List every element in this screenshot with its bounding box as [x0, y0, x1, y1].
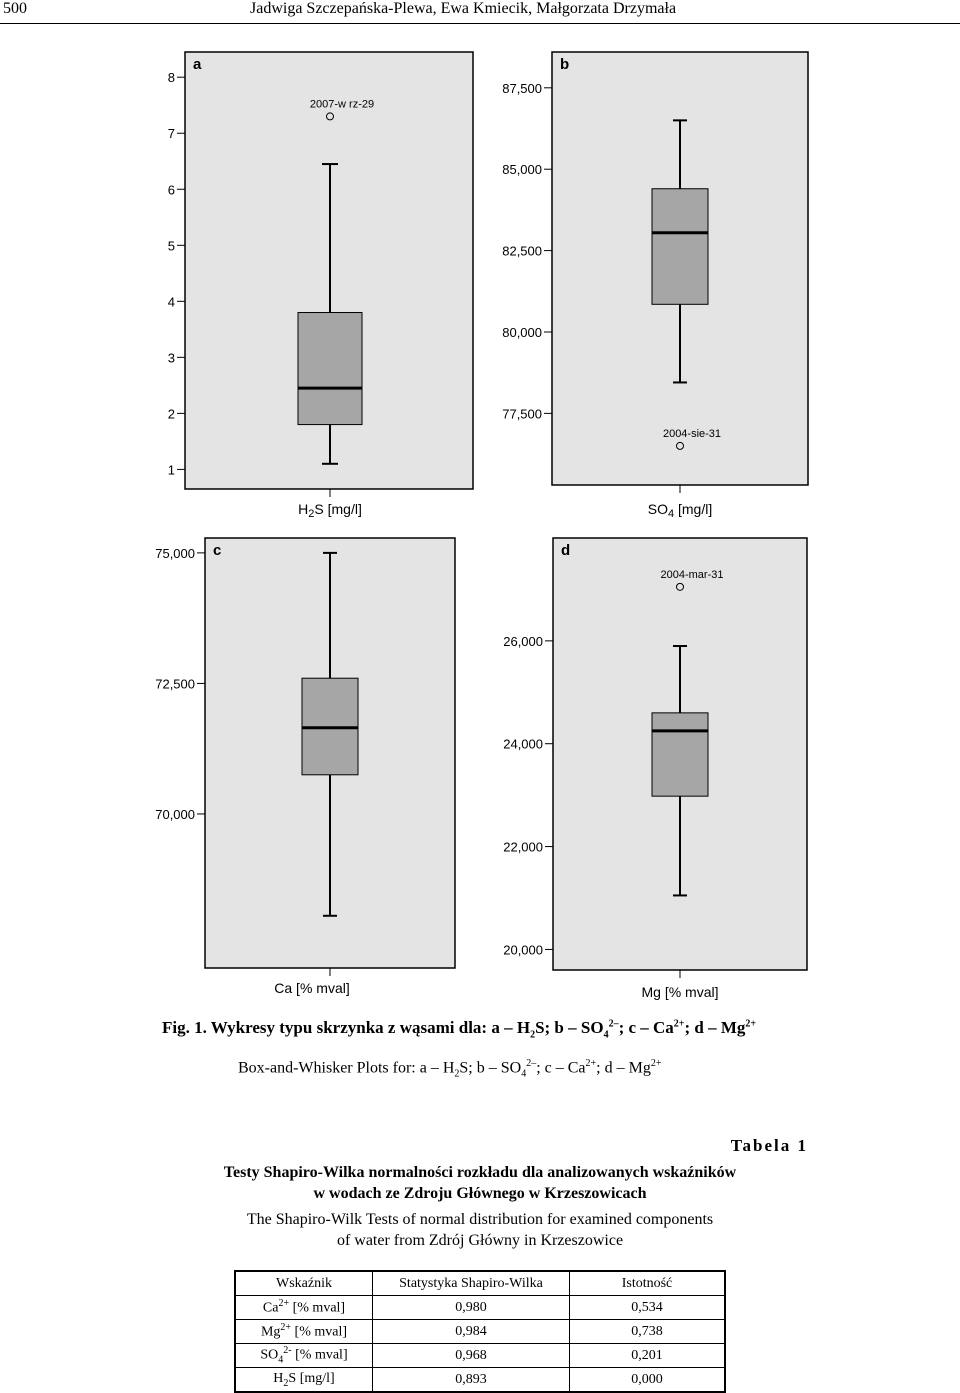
- statistic-cell: 0,984: [373, 1320, 570, 1344]
- y-tick-label: 3: [167, 350, 175, 366]
- y-tick-label: 8: [167, 70, 175, 86]
- significance-cell: 0,534: [570, 1296, 726, 1320]
- y-tick-label: 80,000: [502, 324, 542, 340]
- table-title-pl-2: w wodach ze Zdroju Głównego w Krzeszowicach: [313, 1185, 647, 1202]
- indicator-cell: $SO_4^{2-}$ [% mval]: [235, 1344, 373, 1368]
- panel-label: c: [213, 542, 222, 559]
- y-tick-label: 20,000: [503, 942, 543, 958]
- table-title-pl-1: Testy Shapiro-Wilka normalności rozkładu dla analizowanych wskaźników: [223, 1164, 737, 1181]
- x-axis-label: Mg [% mval]: [641, 984, 719, 1000]
- interquartile-box: [298, 313, 362, 425]
- caption-prefix: Fig. 1. Wykresy typu skrzynka z wąsami dla:: [162, 1018, 488, 1037]
- y-tick-label: 22,000: [503, 839, 543, 855]
- table-row: [235, 1344, 725, 1368]
- y-tick-label: 70,000: [155, 806, 195, 822]
- y-tick-label: 72,500: [155, 676, 195, 692]
- y-tick-label: 6: [167, 182, 175, 198]
- y-tick-label: 5: [167, 238, 175, 254]
- shapiro-wilk-table: [234, 1270, 726, 1393]
- table-row: [235, 1320, 725, 1344]
- y-tick-label: 1: [167, 462, 175, 478]
- significance-cell: 0,201: [570, 1344, 726, 1368]
- panel-label: b: [560, 56, 570, 73]
- statistic-cell: 0,893: [373, 1368, 570, 1393]
- table-row: [235, 1296, 725, 1320]
- panel-label: d: [561, 542, 571, 559]
- table-title-en-1: The Shapiro-Wilk Tests of normal distribution for examined components: [246, 1211, 714, 1228]
- significance-cell: 0,000: [570, 1368, 726, 1393]
- table-label: Tabela 1: [730, 1136, 808, 1155]
- y-tick-label: 7: [167, 126, 175, 142]
- box-plot-panel-b: [502, 52, 808, 520]
- table-title-en-2: of water from Zdrój Główny in Krzeszowice: [336, 1232, 624, 1249]
- x-axis-label: Ca [% mval]: [274, 980, 350, 996]
- outlier-label: 2007-w rz-29: [309, 98, 375, 111]
- authors: Jadwiga Szczepańska-Plewa, Ewa Kmiecik, Małgorzata Drzymała: [250, 0, 677, 17]
- indicator-cell: $Mg^{2+}$ [% mval]: [235, 1320, 373, 1344]
- box-plot-panel-a: [168, 52, 473, 520]
- interquartile-box: [652, 189, 708, 305]
- outlier-label: 2004-mar-31: [660, 568, 724, 581]
- statistic-cell: 0,968: [373, 1344, 570, 1368]
- caption-en-prefix: Box-and-Whisker Plots for:: [238, 1059, 416, 1077]
- y-tick-label: 24,000: [503, 736, 543, 752]
- y-tick-label: 4: [167, 294, 175, 310]
- x-axis-label: $H_2S$ [mg/l]: [298, 501, 362, 520]
- statistic-cell: 0,980: [373, 1296, 570, 1320]
- y-tick-label: 85,000: [502, 162, 542, 178]
- panel-label: a: [193, 56, 202, 73]
- column-header: Istotność: [570, 1271, 726, 1296]
- box-plot-panel-d: [503, 538, 807, 1000]
- y-tick-label: 77,500: [502, 406, 542, 422]
- indicator-cell: $H_2S$ [mg/l]: [235, 1368, 373, 1393]
- y-tick-label: 75,000: [155, 545, 195, 561]
- y-tick-label: 87,500: [502, 80, 542, 96]
- page-number: 500: [3, 0, 27, 17]
- column-header: Statystyka Shapiro-Wilka: [373, 1271, 570, 1296]
- significance-cell: 0,738: [570, 1320, 726, 1344]
- interquartile-box: [652, 713, 708, 796]
- table-header-row: [235, 1271, 725, 1296]
- y-tick-label: 26,000: [503, 633, 543, 649]
- figure-caption-pl: Fig. 1. Wykresy typu skrzynka z wąsami dla: a – $H_2S$; b – $SO_4^{2-}$; c – $Ca^{2+}$; d – $Mg^{2+}$: [162, 1018, 757, 1041]
- y-tick-label: 2: [167, 406, 175, 422]
- figure-caption-en: Box-and-Whisker Plots for: a – $H_2S$; b – $SO_4^{2-}$; c – $Ca^{2+}$; d – $Mg^{2+}$: [238, 1058, 662, 1080]
- indicator-cell: $Ca^{2+}$ [% mval]: [235, 1296, 373, 1320]
- y-tick-label: 82,500: [502, 243, 542, 259]
- column-header: Wskaźnik: [235, 1271, 373, 1296]
- box-plot-panel-c: [155, 538, 455, 996]
- outlier-label: 2004-sie-31: [662, 427, 722, 440]
- table-row: [235, 1368, 725, 1393]
- x-axis-label: $SO_4$ [mg/l]: [647, 501, 713, 520]
